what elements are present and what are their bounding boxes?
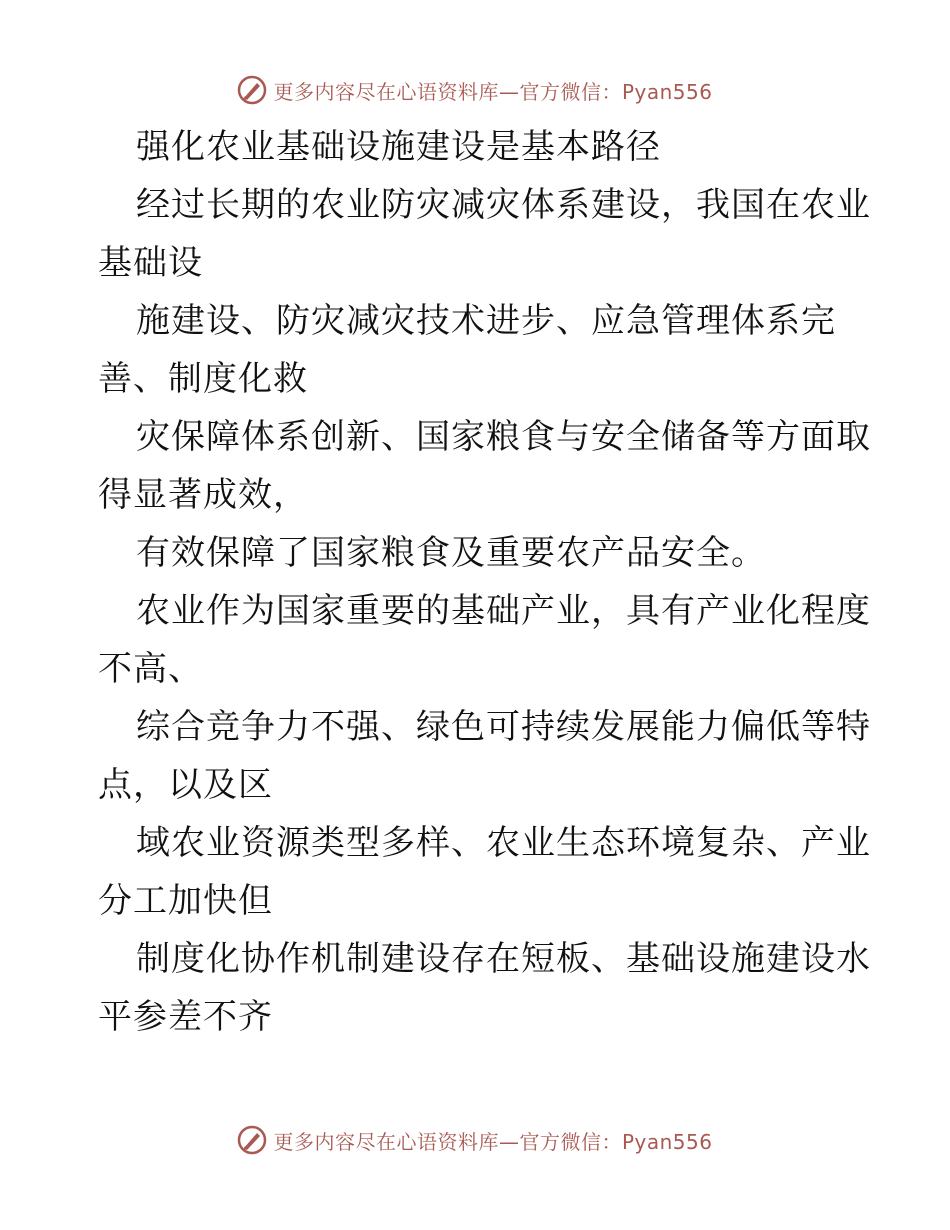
- text-line: 综合竞争力不强、绿色可持续发展能力偏低等特: [136, 707, 871, 747]
- text-line: 农业作为国家重要的基础产业，具有产业化程度: [136, 591, 871, 631]
- text-line: 制度化协作机制建设存在短板、基础设施建设水: [136, 939, 871, 979]
- text-line: 不高、: [98, 649, 203, 689]
- header-banner-text: 更多内容尽在心语资料库—官方微信：Pyan556: [273, 79, 713, 104]
- header-banner: [0, 70, 950, 110]
- text-line: 分工加快但: [98, 881, 273, 921]
- text-line: 有效保障了国家粮食及重要农产品安全。: [136, 533, 766, 573]
- text-line: 善、制度化救: [98, 359, 308, 399]
- pen-logo-icon: [237, 75, 267, 105]
- pen-logo-icon: [237, 1125, 267, 1155]
- text-line: 点，以及区: [98, 765, 273, 805]
- text-line: 域农业资源类型多样、农业生态环境复杂、产业: [136, 823, 871, 863]
- document-body: [98, 118, 871, 1046]
- text-line: 基础设: [98, 243, 203, 283]
- footer-banner-text: 更多内容尽在心语资料库—官方微信：Pyan556: [273, 1129, 713, 1154]
- text-line: 平参差不齐: [98, 997, 273, 1037]
- text-line: 灾保障体系创新、国家粮食与安全储备等方面取: [136, 417, 871, 457]
- text-line: 经过长期的农业防灾减灾体系建设，我国在农业: [136, 185, 871, 225]
- footer-banner: [0, 1120, 950, 1160]
- text-line: 得显著成效，: [98, 475, 308, 515]
- text-line: 强化农业基础设施建设是基本路径: [136, 127, 661, 167]
- text-line: 施建设、防灾减灾技术进步、应急管理体系完: [136, 301, 836, 341]
